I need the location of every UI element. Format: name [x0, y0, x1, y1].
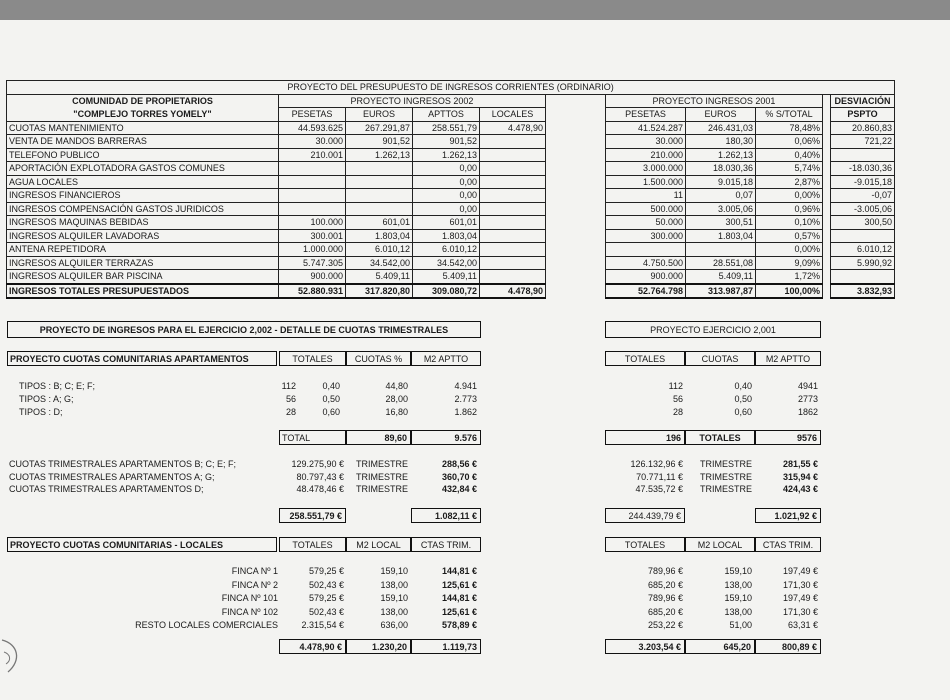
budget-title-row	[7, 81, 895, 95]
euros-2002	[346, 189, 413, 203]
euros-2001	[686, 243, 756, 257]
local-total: 579,25 €	[308, 566, 344, 576]
locales-2002: 4.478,90	[480, 121, 546, 135]
loc-sum-m2: 1.230,20	[346, 639, 411, 654]
locales-2002	[480, 162, 546, 176]
tipo-m2: 1.862	[454, 407, 477, 417]
community-name-line2: "COMPLEJO TORRES YOMELY"	[7, 108, 279, 122]
budget-row	[7, 189, 895, 203]
pct-total-2001: 0,57%	[756, 229, 823, 243]
budget-row	[7, 256, 895, 270]
deviation: -0,07	[831, 189, 895, 203]
local-label: FINCA Nº 1	[231, 566, 278, 576]
gap-cell	[823, 189, 831, 203]
quarterly-r-value: 315,94 €	[782, 471, 818, 482]
group-header-2001: PROYECTO INGRESOS 2001	[606, 94, 823, 108]
col-pesetas-2002: PESETAS	[279, 108, 346, 122]
pesetas-2001: 3.000.000	[606, 162, 686, 176]
row-label: INGRESOS ALQUILER TERRAZAS	[7, 256, 279, 270]
deviation: -18.030,36	[831, 162, 895, 176]
quarterly-r-total: 70.771,11 €	[636, 471, 683, 482]
pct-total-2001: 0,06%	[756, 135, 823, 149]
tipo-coef: 0,40	[322, 381, 340, 391]
local-r-m2: 51,00	[729, 620, 752, 630]
apttos-2002: 1.262,13	[413, 148, 480, 162]
local-r-ctas: 171,30 €	[782, 606, 818, 617]
quarterly-period: TRIMESTRE	[356, 471, 409, 482]
row-label: AGUA LOCALES	[7, 175, 279, 189]
pesetas-2001: 300.000	[606, 229, 686, 243]
pesetas-2001: 210.000	[606, 148, 686, 162]
pct-total-2001: 9,09%	[756, 256, 823, 270]
pesetas-2001: 1.500.000	[606, 175, 686, 189]
pct-total-2001: 5,74%	[756, 162, 823, 176]
loc-col-ctas: CTAS TRIM.	[411, 537, 481, 552]
loc-r-sum-ctas: 800,89 €	[755, 639, 821, 654]
tipo-r-count: 28	[672, 407, 683, 417]
euros-2001: 3.005,06	[686, 202, 756, 216]
apttos-2002: 601,01	[413, 216, 480, 230]
pesetas-2002: 900.000	[279, 270, 346, 284]
locales-2002	[480, 229, 546, 243]
deviation	[831, 270, 895, 284]
pesetas-2002	[279, 175, 346, 189]
euros-2002: 601,01	[346, 216, 413, 230]
budget-row	[7, 243, 895, 257]
loc-col-totales: TOTALES	[279, 537, 346, 552]
apttos-2002: 0,00	[413, 162, 480, 176]
budget-row	[7, 202, 895, 216]
loc-r-sum-total: 3.203,54 €	[605, 639, 685, 654]
tipo-r-coef: 0,40	[734, 381, 752, 391]
gap-cell	[823, 243, 831, 257]
local-r-m2: 159,10	[724, 566, 752, 576]
quarterly-label: CUOTAS TRIMESTRALES APARTAMENTOS D;	[9, 484, 204, 494]
tipo-r-m2: 4941	[797, 381, 818, 391]
tipo-coef: 0,50	[322, 394, 340, 404]
local-ctas: 125,61 €	[441, 579, 477, 590]
apts-r-sum-total: 244.439,79 €	[605, 508, 685, 523]
locales-2002	[480, 189, 546, 203]
scan-top-edge	[0, 0, 950, 20]
tipo-count: 56	[285, 394, 296, 404]
col-pct-total-2001: % S/TOTAL	[756, 108, 823, 122]
euros-2002: 1.262,13	[346, 148, 413, 162]
gap-cell	[823, 202, 831, 216]
deviation: 300,50	[831, 216, 895, 230]
locales-2002	[480, 256, 546, 270]
budget-table-block	[6, 80, 895, 299]
local-label: FINCA Nº 102	[221, 606, 278, 617]
pct-total-2001: 2,87%	[756, 175, 823, 189]
local-r-ctas: 171,30 €	[782, 579, 818, 590]
local-r-m2: 138,00	[724, 606, 752, 617]
gap-cell	[546, 256, 606, 270]
pesetas-2002	[279, 162, 346, 176]
gap-cell	[546, 148, 606, 162]
row-label: INGRESOS ALQUILER BAR PISCINA	[7, 270, 279, 284]
row-label: APORTACIÓN EXPLOTADORA GASTOS COMUNES	[7, 162, 279, 176]
gap-cell	[823, 135, 831, 149]
euros-2001: 5.409,11	[686, 270, 756, 284]
euros-2001: 18.030,36	[686, 162, 756, 176]
gap-cell	[546, 135, 606, 149]
locales-2002	[480, 148, 546, 162]
budget-row	[7, 216, 895, 230]
euros-2001: 300,51	[686, 216, 756, 230]
tipo-r-m2: 2773	[797, 394, 818, 404]
tipo-pct: 44,80	[385, 381, 408, 391]
loc-r-sum-m2: 645,20	[685, 639, 755, 654]
apttos-2002: 258.551,79	[413, 121, 480, 135]
group-header-2002: PROYECTO INGRESOS 2002	[279, 94, 546, 108]
apts-r-total-m2: 9576	[755, 430, 821, 445]
tipo-label: TIPOS : A; G;	[19, 394, 74, 404]
local-total: 502,43 €	[308, 579, 344, 590]
pesetas-2001: 11	[606, 189, 686, 203]
gap-cell	[546, 216, 606, 230]
quarterly-r-period: TRIMESTRE	[700, 484, 753, 494]
apttos-2002: 5.409,11	[413, 270, 480, 284]
tipo-label: TIPOS : B; C; E; F;	[19, 381, 96, 391]
gap-cell	[823, 162, 831, 176]
pesetas-2002: 100.000	[279, 216, 346, 230]
euros-2002: 1.803,04	[346, 229, 413, 243]
gap-cell	[546, 121, 606, 135]
local-m2: 138,00	[380, 579, 408, 590]
pesetas-2001: 500.000	[606, 202, 686, 216]
loc-r-col-m2: M2 LOCAL	[685, 537, 755, 552]
tipo-pct: 16,80	[385, 407, 408, 417]
col-locales-2002: LOCALES	[480, 108, 546, 122]
euros-2002: 901,52	[346, 135, 413, 149]
col-pspto: PSPTO	[831, 108, 895, 122]
budget-table	[6, 80, 895, 299]
loc-sum-ctas: 1.119,73	[411, 639, 481, 654]
euros-2002	[346, 175, 413, 189]
quarterly-label: CUOTAS TRIMESTRALES APARTAMENTOS A; G;	[9, 471, 215, 482]
pct-total-2001: 78,48%	[756, 121, 823, 135]
euros-2001: 1.803,04	[686, 229, 756, 243]
pesetas-2001: 41.524.287	[606, 121, 686, 135]
quarterly-label: CUOTAS TRIMESTRALES APARTAMENTOS B; C; E; F;	[9, 459, 237, 469]
detail-section-title	[7, 321, 481, 338]
local-r-total: 253,22 €	[647, 620, 683, 630]
tipo-count: 112	[281, 381, 296, 391]
row-label: ANTENA REPETIDORA	[7, 243, 279, 257]
gap-cell	[546, 229, 606, 243]
loc-r-col-totales: TOTALES	[605, 537, 685, 552]
budget-row	[7, 148, 895, 162]
pesetas-2001: 30.000	[606, 135, 686, 149]
quarterly-r-period: TRIMESTRE	[700, 459, 753, 469]
budget-row	[7, 162, 895, 176]
euros-2001: 246.431,03	[686, 121, 756, 135]
apts-col-m2-aptto: M2 APTTO	[411, 351, 481, 366]
tipo-pct: 28,00	[385, 394, 408, 404]
community-name-line1: COMUNIDAD DE PROPIETARIOS	[7, 94, 279, 108]
gap-cell	[546, 175, 606, 189]
tipo-coef: 0,60	[322, 407, 340, 417]
deviation	[831, 229, 895, 243]
quarterly-total: 48.478,46 €	[296, 484, 344, 494]
gap-cell	[823, 229, 831, 243]
loc-r-col-ctas: CTAS TRIM.	[755, 537, 821, 552]
row-label: INGRESOS TOTALES PRESUPUESTADOS	[7, 284, 279, 299]
tipo-m2: 4.941	[454, 381, 477, 391]
euros-2002: 34.542,00	[346, 256, 413, 270]
euros-2001: 28.551,08	[686, 256, 756, 270]
quarterly-value: 360,70 €	[441, 471, 477, 482]
budget-title: PROYECTO DEL PRESUPUESTO DE INGRESOS CORRIENTES (ORDINARIO)	[7, 81, 895, 95]
pct-total-2001: 0,10%	[756, 216, 823, 230]
quarterly-total: 129.275,90 €	[291, 459, 344, 469]
local-r-ctas: 63,31 €	[787, 620, 818, 630]
deviation	[831, 148, 895, 162]
deviation: 721,22	[831, 135, 895, 149]
pesetas-2001: 4.750.500	[606, 256, 686, 270]
gap-cell	[823, 256, 831, 270]
apts-r-col-cuotas: CUOTAS	[685, 351, 755, 366]
apts-r-col-totales: TOTALES	[605, 351, 685, 366]
deviation: 5.990,92	[831, 256, 895, 270]
col-pesetas-2001: PESETAS	[606, 108, 686, 122]
deviation: -9.015,18	[831, 175, 895, 189]
gap-cell	[546, 162, 606, 176]
local-m2: 138,00	[380, 606, 408, 617]
budget-column-header-row	[7, 108, 895, 122]
quarterly-r-value: 424,43 €	[782, 484, 818, 494]
local-total: 2.315,54 €	[301, 620, 344, 630]
pesetas-2001: 50.000	[606, 216, 686, 230]
budget-row	[7, 270, 895, 284]
apttos-2002: 6.010,12	[413, 243, 480, 257]
tipo-r-m2: 1862	[797, 407, 818, 417]
apts-r-total-label: TOTALES	[685, 430, 755, 445]
apts-total-label: TOTAL	[279, 430, 346, 445]
detail-section-title-text: PROYECTO DE INGRESOS PARA EL EJERCICIO 2,002 - DETALLE DE CUOTAS TRIMESTRALES	[39, 324, 449, 335]
local-r-total: 789,96 €	[647, 593, 683, 603]
local-label: FINCA Nº 2	[231, 579, 278, 590]
gap-cell	[823, 216, 831, 230]
deviation: 6.010,12	[831, 243, 895, 257]
local-ctas: 125,61 €	[441, 606, 477, 617]
local-m2: 159,10	[380, 593, 408, 603]
tipo-r-coef: 0,60	[734, 407, 752, 417]
quarterly-period: TRIMESTRE	[356, 484, 409, 494]
locales-2002	[480, 135, 546, 149]
tipo-r-count: 56	[672, 394, 683, 404]
euros-2002: 5.409,11	[346, 270, 413, 284]
euros-2002: 267.291,87	[346, 121, 413, 135]
col-euros-2001: EUROS	[686, 108, 756, 122]
local-ctas: 144,81 €	[441, 593, 477, 603]
apttos-2002: 34.542,00	[413, 256, 480, 270]
tipo-r-coef: 0,50	[734, 394, 752, 404]
apts-r-total-count: 196	[605, 430, 685, 445]
quarterly-r-value: 281,55 €	[782, 459, 818, 469]
local-total: 502,43 €	[308, 606, 344, 617]
apts-total-m2: 9.576	[411, 430, 481, 445]
gap-cell	[546, 243, 606, 257]
pesetas-2002: 52.880.931	[279, 284, 346, 299]
pesetas-2002: 210.001	[279, 148, 346, 162]
locales-2002	[480, 202, 546, 216]
row-label: VENTA DE MANDOS BARRERAS	[7, 135, 279, 149]
locales-2002: 4.478,90	[480, 284, 546, 299]
deviation: -3.005,06	[831, 202, 895, 216]
gap-cell	[823, 284, 831, 299]
gap-cell	[823, 175, 831, 189]
pesetas-2002	[279, 189, 346, 203]
gap-cell	[823, 121, 831, 135]
apts-sum-value: 1.082,11 €	[411, 508, 481, 523]
budget-row	[7, 121, 895, 135]
pct-total-2001: 0,00%	[756, 189, 823, 203]
quarterly-period: TRIMESTRE	[356, 459, 409, 469]
local-r-total: 685,20 €	[647, 606, 683, 617]
budget-row	[7, 175, 895, 189]
pct-total-2001: 0,96%	[756, 202, 823, 216]
gap-cell	[546, 270, 606, 284]
local-r-total: 685,20 €	[647, 579, 683, 590]
euros-2002: 6.010,12	[346, 243, 413, 257]
quarterly-r-total: 47.535,72 €	[635, 484, 683, 494]
euros-2002	[346, 202, 413, 216]
row-label: INGRESOS ALQUILER LAVADORAS	[7, 229, 279, 243]
group-header-deviation: DESVIACIÓN	[831, 94, 895, 108]
row-label: INGRESOS FINANCIEROS	[7, 189, 279, 203]
quarterly-total: 80.797,43 €	[296, 471, 344, 482]
local-label: FINCA Nº 101	[221, 593, 278, 603]
pesetas-2002: 44.593.625	[279, 121, 346, 135]
euros-2001: 180,30	[686, 135, 756, 149]
loc-sum-total: 4.478,90 €	[279, 639, 346, 654]
row-label: INGRESOS MAQUINAS BEBIDAS	[7, 216, 279, 230]
euros-2001: 0,07	[686, 189, 756, 203]
apttos-2002: 0,00	[413, 189, 480, 203]
row-label: TELEFONO PUBLICO	[7, 148, 279, 162]
locales-header: PROYECTO CUOTAS COMUNITARIAS - LOCALES	[7, 537, 277, 552]
deviation: 3.832,93	[831, 284, 895, 299]
gap-cell	[546, 189, 606, 203]
pesetas-2001: 900.000	[606, 270, 686, 284]
locales-2002	[480, 216, 546, 230]
gap-cell	[823, 108, 831, 122]
pct-total-2001: 100,00%	[756, 284, 823, 299]
apttos-2002: 1.803,04	[413, 229, 480, 243]
euros-2001: 1.262,13	[686, 148, 756, 162]
pesetas-2002: 5.747.305	[279, 256, 346, 270]
pct-total-2001: 0,40%	[756, 148, 823, 162]
gap-cell	[546, 108, 606, 122]
pesetas-2001	[606, 243, 686, 257]
budget-total-row	[7, 284, 895, 299]
apartments-header: PROYECTO CUOTAS COMUNITARIAS APARTAMENTOS	[7, 351, 277, 366]
pct-total-2001: 1,72%	[756, 270, 823, 284]
apts-total-pct: 89,60	[346, 430, 411, 445]
local-m2: 636,00	[380, 620, 408, 630]
quarterly-r-period: TRIMESTRE	[700, 471, 753, 482]
apts-col-totales: TOTALES	[279, 351, 346, 366]
quarterly-r-total: 126.132,96 €	[630, 459, 683, 469]
pesetas-2002	[279, 202, 346, 216]
tipo-label: TIPOS : D;	[19, 407, 63, 417]
apttos-2002: 309.080,72	[413, 284, 480, 299]
euros-2001: 313.987,87	[686, 284, 756, 299]
local-r-ctas: 197,49 €	[782, 593, 818, 603]
row-label: INGRESOS COMPENSACIÓN GASTOS JURIDICOS	[7, 202, 279, 216]
quarterly-value: 288,56 €	[441, 459, 477, 469]
local-r-ctas: 197,49 €	[782, 566, 818, 576]
apts-sum-total: 258.551,79 €	[279, 508, 346, 523]
apts-col-cuotas-pct: CUOTAS %	[346, 351, 411, 366]
gap-cell	[546, 202, 606, 216]
col-apttos-2002: APTTOS	[413, 108, 480, 122]
pct-total-2001: 0,00%	[756, 243, 823, 257]
budget-row	[7, 229, 895, 243]
local-ctas: 144,81 €	[441, 566, 477, 576]
tipo-count: 28	[285, 407, 296, 417]
loc-col-m2: M2 LOCAL	[346, 537, 411, 552]
local-m2: 159,10	[380, 566, 408, 576]
apttos-2002: 901,52	[413, 135, 480, 149]
apts-r-col-m2-aptto: M2 APTTO	[755, 351, 821, 366]
gap-cell	[546, 284, 606, 299]
local-r-total: 789,96 €	[647, 566, 683, 576]
locales-2002	[480, 175, 546, 189]
local-r-m2: 159,10	[724, 593, 752, 603]
apttos-2002: 0,00	[413, 175, 480, 189]
gap-cell	[823, 94, 831, 108]
euros-2002: 317.820,80	[346, 284, 413, 299]
row-label: CUOTAS MANTENIMIENTO	[7, 121, 279, 135]
apts-r-sum-value: 1.021,92 €	[755, 508, 821, 523]
euros-2002	[346, 162, 413, 176]
deviation: 20.860,83	[831, 121, 895, 135]
gap-cell	[823, 148, 831, 162]
project-2001-title	[605, 321, 821, 338]
gap-cell	[546, 94, 606, 108]
budget-row	[7, 135, 895, 149]
local-r-m2: 138,00	[724, 579, 752, 590]
hole-punch-mark	[0, 630, 26, 680]
pesetas-2002: 30.000	[279, 135, 346, 149]
project-2001-title-text: PROYECTO EJERCICIO 2,001	[650, 324, 776, 335]
local-total: 579,25 €	[308, 593, 344, 603]
gap-cell	[823, 270, 831, 284]
euros-2001: 9.015,18	[686, 175, 756, 189]
pesetas-2001: 52.764.798	[606, 284, 686, 299]
pesetas-2002: 300.001	[279, 229, 346, 243]
tipo-r-count: 112	[668, 381, 683, 391]
quarterly-value: 432,84 €	[441, 484, 477, 494]
col-euros-2002: EUROS	[346, 108, 413, 122]
locales-2002	[480, 270, 546, 284]
local-label: RESTO LOCALES COMERCIALES	[135, 620, 278, 630]
tipo-m2: 2.773	[454, 394, 477, 404]
budget-group-row	[7, 94, 895, 108]
locales-2002	[480, 243, 546, 257]
apttos-2002: 0,00	[413, 202, 480, 216]
pesetas-2002: 1.000.000	[279, 243, 346, 257]
local-ctas: 578,89 €	[441, 620, 477, 630]
